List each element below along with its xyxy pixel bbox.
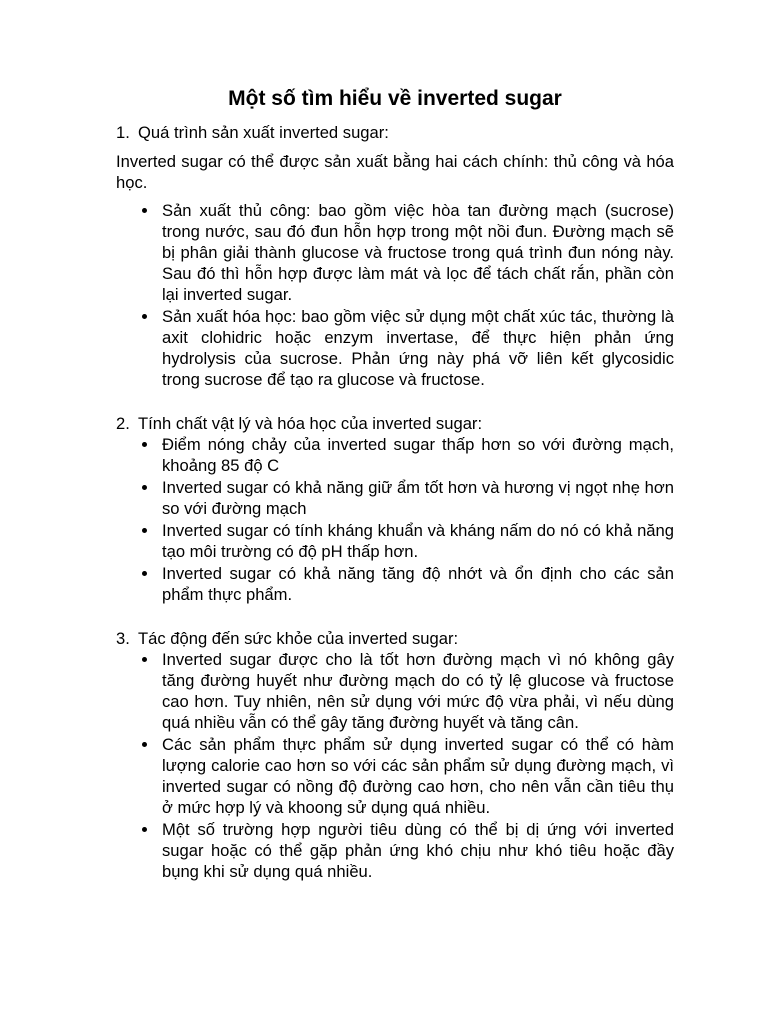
list-item: Inverted sugar có khả năng tăng độ nhớt và ổn định cho các sản phẩm thực phẩm. bbox=[162, 564, 674, 604]
bullet-list-1 bbox=[116, 200, 674, 390]
list-item: Một số trường hợp người tiêu dùng có thể bị dị ứng với inverted sugar hoặc có thể gặp phản ứng khó chịu như khó tiêu hoặc đầy bụng khi sử dụng quá nhiều. bbox=[162, 820, 674, 881]
list-item: Inverted sugar được cho là tốt hơn đường mạch vì nó không gây tăng đường huyết như đường mạch do có tỷ lệ glucose và fructose cao hơn. Tuy nhiên, nên sử dụng với mức độ vừa phải, vì nếu dùng quá nhiều vẫn có thể gây tăng đường huyết và tăng cân. bbox=[162, 650, 674, 732]
section-heading-text: Quá trình sản xuất inverted sugar: bbox=[138, 123, 389, 142]
list-item: Inverted sugar có tính kháng khuẩn và kháng nấm do nó có khả năng tạo môi trường có độ pH thấp hơn. bbox=[162, 521, 674, 561]
section-heading-2 bbox=[116, 413, 674, 434]
section-number: 3. bbox=[116, 629, 130, 648]
section-heading-text: Tính chất vật lý và hóa học của inverted sugar: bbox=[138, 414, 483, 433]
section-intro-paragraph: Inverted sugar có thể được sản xuất bằng hai cách chính: thủ công và hóa học. bbox=[116, 152, 674, 192]
bullet-list-3 bbox=[116, 649, 674, 882]
document-page bbox=[116, 86, 674, 883]
list-item: Các sản phẩm thực phẩm sử dụng inverted sugar có thể có hàm lượng calorie cao hơn so với các sản phẩm sử dụng đường mạch, vì inverted sugar có nồng độ đường cao hơn, cho nên vẫn cần tiêu thụ ở mức hợp lý và khoong sử dụng quá nhiều. bbox=[162, 735, 674, 817]
section-number: 2. bbox=[116, 414, 130, 433]
section-number: 1. bbox=[116, 123, 130, 142]
document-title: Một số tìm hiểu về inverted sugar bbox=[228, 87, 562, 110]
list-item: Sản xuất hóa học: bao gồm việc sử dụng một chất xúc tác, thường là axit clohidric hoặc enzym invertase, để thực hiện phản ứng hydrolysis của sucrose. Phản ứng này phá vỡ liên kết glycosidic trong sucrose để tạo ra glucose và fructose. bbox=[162, 307, 674, 389]
section-heading-text: Tác động đến sức khỏe của inverted sugar: bbox=[138, 629, 459, 648]
list-item: Inverted sugar có khả năng giữ ẩm tốt hơn và hương vị ngọt nhẹ hơn so với đường mạch bbox=[162, 478, 674, 518]
bullet-list-2 bbox=[116, 434, 674, 605]
list-item: Điểm nóng chảy của inverted sugar thấp hơn so với đường mạch, khoảng 85 độ C bbox=[162, 435, 674, 475]
list-item: Sản xuất thủ công: bao gồm việc hòa tan đường mạch (sucrose) trong nước, sau đó đun hỗn hợp trong một nồi đun. Đường mạch sẽ bị phân giải thành glucose và fructose trong quá trình đun nóng này. Sau đó thì hỗn hợp được làm mát và lọc để tách chất rắn, phần còn lại inverted sugar. bbox=[162, 201, 674, 304]
section-heading-1 bbox=[116, 122, 674, 143]
section-heading-3 bbox=[116, 628, 674, 649]
